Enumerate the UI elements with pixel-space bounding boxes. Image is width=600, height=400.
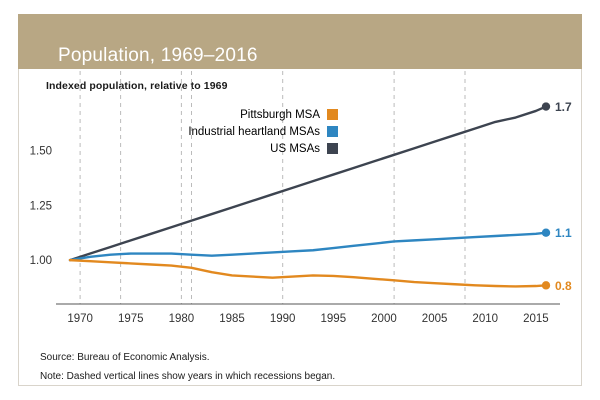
- legend-label-heartland: Industrial heartland MSAs: [188, 125, 320, 138]
- legend-label-pittsburgh: Pittsburgh MSA: [240, 108, 320, 121]
- svg-text:1.00: 1.00: [29, 255, 52, 268]
- svg-text:1980: 1980: [168, 313, 195, 325]
- svg-text:1985: 1985: [219, 313, 245, 325]
- series-endpoints: [542, 100, 572, 293]
- svg-text:1995: 1995: [320, 313, 347, 325]
- legend-item-heartland[interactable]: [138, 123, 338, 140]
- svg-text:2015: 2015: [523, 313, 549, 325]
- recession-note: Note: Dashed vertical lines show years in which recessions began.: [40, 371, 336, 382]
- page-title: Population, 1969–2016: [58, 45, 258, 66]
- chart-legend: [138, 106, 338, 157]
- legend-swatch-pittsburgh: [327, 109, 338, 120]
- legend-item-pittsburgh[interactable]: [138, 106, 338, 123]
- legend-label-us: US MSAs: [270, 142, 320, 155]
- svg-text:1970: 1970: [67, 313, 93, 325]
- legend-item-us[interactable]: [138, 140, 338, 157]
- svg-text:2010: 2010: [472, 313, 499, 325]
- header-band: [18, 14, 582, 69]
- source-note: Source: Bureau of Economic Analysis.: [40, 352, 210, 363]
- svg-text:1975: 1975: [117, 313, 144, 325]
- svg-text:2005: 2005: [421, 313, 448, 325]
- svg-text:0.8: 0.8: [555, 278, 572, 293]
- y-axis-tick-labels: [30, 145, 52, 267]
- svg-text:2000: 2000: [371, 313, 397, 325]
- svg-text:1.50: 1.50: [29, 145, 52, 158]
- x-axis-tick-labels: [67, 313, 548, 325]
- svg-text:1.7: 1.7: [555, 100, 572, 115]
- svg-text:1.25: 1.25: [29, 200, 52, 213]
- svg-text:1.1: 1.1: [555, 226, 572, 241]
- legend-swatch-us: [327, 143, 338, 154]
- legend-swatch-heartland: [327, 126, 338, 137]
- svg-text:1990: 1990: [269, 313, 296, 325]
- chart-subtitle: Indexed population, relative to 1969: [46, 80, 228, 92]
